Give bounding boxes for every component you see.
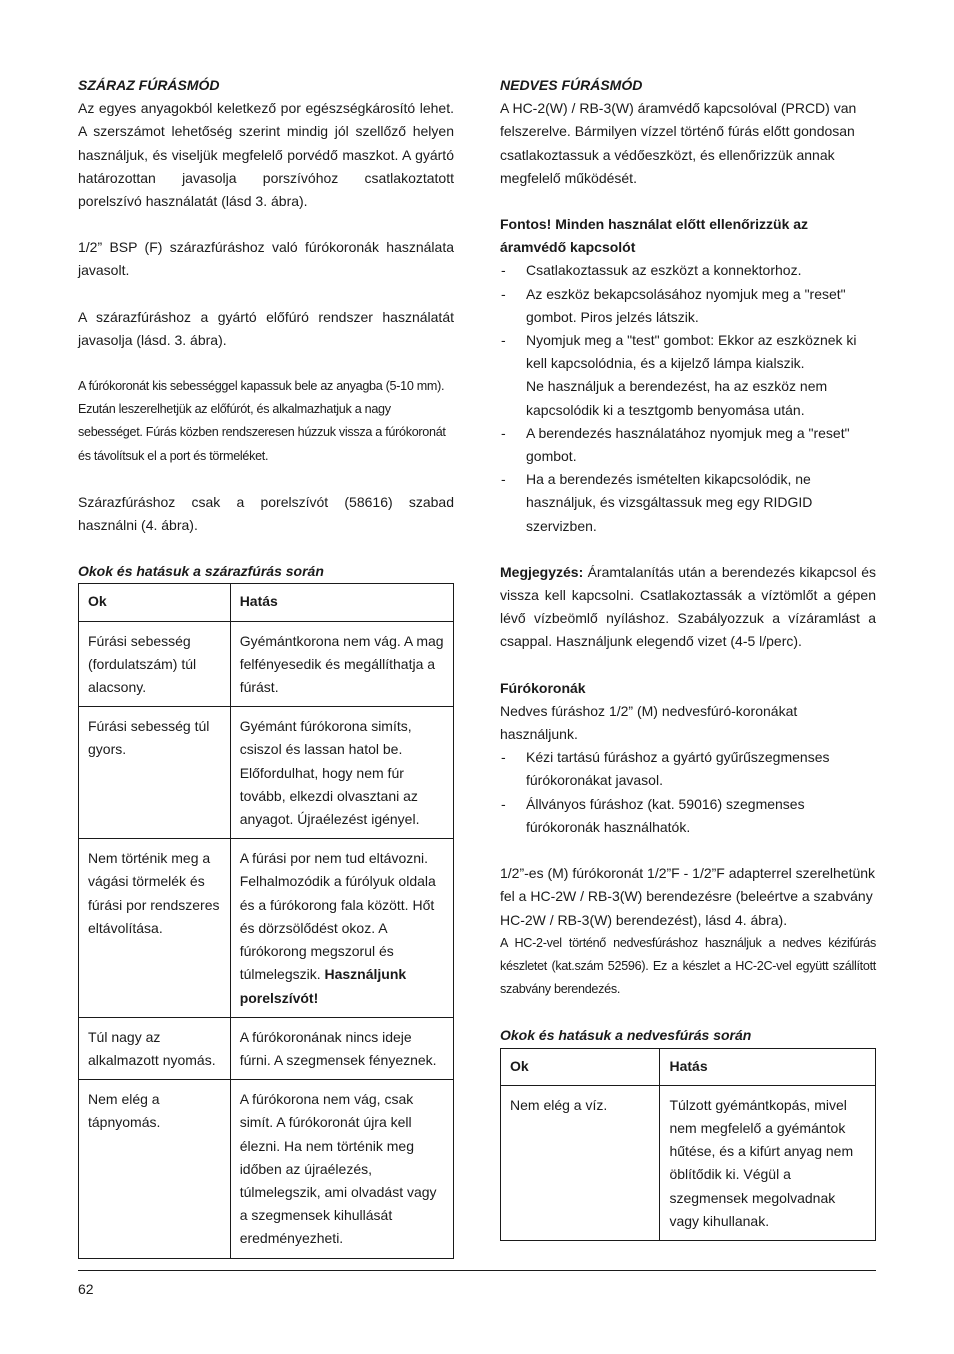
list-item: - Az eszköz bekapcsolásához nyomjuk meg a "reset" gombot. Piros jelzés látszik. (500, 283, 876, 329)
table-row (79, 1017, 454, 1079)
footer-divider (78, 1270, 876, 1271)
wet-cause-effect-table (500, 1048, 876, 1241)
crowns-list (500, 746, 876, 839)
effect-text: A fúrási por nem tud eltávozni. Felhalmozódik a fúrólyuk oldala és a fúrókorong fala között. Hőt és dörzsölődést okoz. A fúrókorong megszorul és túlmelegszik. (239, 850, 436, 983)
table-cell-cause: Fúrási sebesség túl gyors. (79, 707, 231, 839)
dry-paragraph-1: Az egyes anyagokból keletkező por egészségkárosító lehet. A szerszámot lehetőség szerint mindig jól szellőző helyen használjuk, és viseljük megfelelő porvédő maszkot. A gyártó határozottan javasolja porszívóhoz csatlakoztatott porelszívó használatát (lásd 3. ábra). (78, 100, 454, 210)
left-column (78, 74, 454, 1259)
wet-drilling-title: NEDVES FÚRÁSMÓD (500, 77, 643, 93)
list-item: - Kézi tartású fúráshoz a gyártó gyűrűszegmenses fúrókoronákat javasol. (500, 746, 876, 792)
table-row (79, 1080, 454, 1258)
dry-paragraph-3: A szárazfúráshoz a gyártó előfúró rendszer használatát javasolja (lásd. 3. ábra). (78, 308, 454, 348)
step-text: Nyomjuk meg a "test" gombot: Ekkor az eszköznek ki kell kapcsolódnia, és a kijelző lámpa kialszik. (526, 332, 857, 372)
table-cell-effect: A fúrókorona nem vág, csak simít. A fúrókoronát újra kell élezni. Ha nem történik meg időben az újraélezés, túlmelegszik, ami olvadást vagy a szegmensek kihullását eredményezheti. (230, 1080, 453, 1258)
dry-paragraph-5: Szárazfúráshoz csak a porelszívót (58616) szabad használni (4. ábra). (78, 493, 454, 534)
wet-paragraph-1: A HC-2(W) / RB-3(W) áramvédő kapcsolóval (PRCD) van felszerelve. Bármilyen vízzel történő fúrás előtt gondosan csatlakoztassuk a védőeszközt, és ellenőrizzük annak megfelelő működését. (500, 100, 857, 186)
note-text: Áramtalanítás után a berendezés kikapcsol és vissza kell kapcsolni. Csatlakoztassák a vízt​ömlőt a gépen lévő vízbeömlő nyíláshoz. Szabályozzuk a vízáramlást a csappal. Használjunk elegendő vizet (4-5 l/perc). (500, 563, 877, 650)
table-cell-cause: Nem elég a víz. (501, 1085, 660, 1240)
table-cell-effect (230, 839, 453, 1017)
table-row (79, 839, 454, 1017)
wet-note (500, 561, 876, 654)
wet-paragraph-3: A HC-2-vel történő nedvesfúráshoz használjuk a nedves kézifúrás készletet (kat.szám 52596). Ez a készlet a HC-2C-vel együtt szállított szabvány berendezés. (500, 935, 876, 997)
dry-drilling-title: SZÁRAZ FÚRÁSMÓD (78, 77, 220, 93)
wet-table-title: Okok és hatásuk a nedvesfúrás során (500, 1027, 752, 1044)
table-cell-cause: Nem történik meg a vágási törmelék és fúrási por rendszeres eltávolítása. (79, 839, 231, 1017)
table-row (79, 621, 454, 707)
dry-paragraph-4: A fúrókoronát kis sebességgel kapassuk bele az anyagba (5-10 mm). Ezután leszerelhetjük az előfúrót, és alkalmazhatjuk a nagy sebességet. Fúrás közben rendszeresen húzzuk vissza a fúrókoronát és távolítsuk el a port és törmeléket. (78, 379, 446, 463)
list-item: - A berendezés használatához nyomjuk meg a "reset" gombot. (500, 422, 876, 468)
note-label: Megjegyzés: (500, 563, 584, 580)
effect-emphasis: Használjunk porelszívót! (239, 966, 407, 1006)
table-header-effect: Hatás (660, 1048, 876, 1085)
table-cell-cause: Fúrási sebesség (fordulatszám) túl alacsony. (79, 621, 231, 707)
dry-paragraph-2: 1/2” BSP (F) szárazfúráshoz való fúrókoronák használata javasolt. (78, 239, 454, 279)
table-row (501, 1085, 876, 1240)
list-item: - Ha a berendezés ismételten kikapcsolódik, ne használjuk, és vizsgáltassuk meg egy RIDGID szervizben. (500, 468, 876, 538)
table-cell-effect: Túlzott gyémántkopás, mivel nem megfelelő a gyémántok hűtése, és a kifúrt anyag nem öblítődik ki. Végül a szegmensek megolvadnak vagy kihullanak. (660, 1085, 876, 1240)
prcd-warning: Fontos! Minden használat előtt ellenőrizzük az áramvédő kapcsolót (500, 216, 809, 256)
table-cell-cause: Nem elég a tápnyomás. (79, 1080, 231, 1258)
list-item (500, 329, 876, 422)
crowns-title: Fúrókoronák (500, 679, 586, 696)
table-header-cause: Ok (79, 584, 231, 621)
table-cell-effect: Gyémánt fúrókorona simíts, csiszol és lassan hatol be. Előfordulhat, hogy nem fúr tovább, elkezdi olvasztani az anyagot. Újraélezést igényel. (230, 707, 453, 839)
dry-table-title: Okok és hatásuk a szárazfúrás során (78, 563, 324, 580)
crowns-intro: Nedves fúráshoz 1/2” (M) nedvesfúró-koronákat használjunk. (500, 702, 798, 743)
table-cell-cause: Túl nagy az alkalmazott nyomás. (79, 1017, 231, 1079)
right-column (500, 74, 876, 1241)
page-number: 62 (78, 1281, 94, 1297)
table-header-row (79, 584, 454, 621)
table-cell-effect: Gyémántkorona nem vág. A mag felfényesedik és megállíthatja a fúrást. (230, 621, 453, 707)
step-note: Ne használjuk a berendezést, ha az eszköz nem kapcsolódik ki a tesztgomb benyomása után. (526, 378, 828, 418)
wet-paragraph-2: 1/2”-es (M) fúrókoronát 1/2”F - 1/2”F adapterrel szerelhetünk fel a HC-2W / RB-3(W) berendezésre (beleértve a szabvány HC-2W / RB-3(W) berendezést), lásd 4. ábra). (500, 865, 876, 928)
table-header-cause: Ok (501, 1048, 660, 1085)
dry-cause-effect-table (78, 583, 454, 1258)
table-header-row (501, 1048, 876, 1085)
prcd-steps-list (500, 259, 876, 537)
list-item: - Csatlakoztassuk az eszközt a konnektorhoz. (500, 259, 876, 282)
table-row (79, 707, 454, 839)
table-cell-effect: A fúrókoronának nincs ideje fúrni. A szegmensek fényeznek. (230, 1017, 453, 1079)
table-header-effect: Hatás (230, 584, 453, 621)
list-item: - Állványos fúráshoz (kat. 59016) szegmenses fúrókoronák használhatók. (500, 793, 876, 839)
